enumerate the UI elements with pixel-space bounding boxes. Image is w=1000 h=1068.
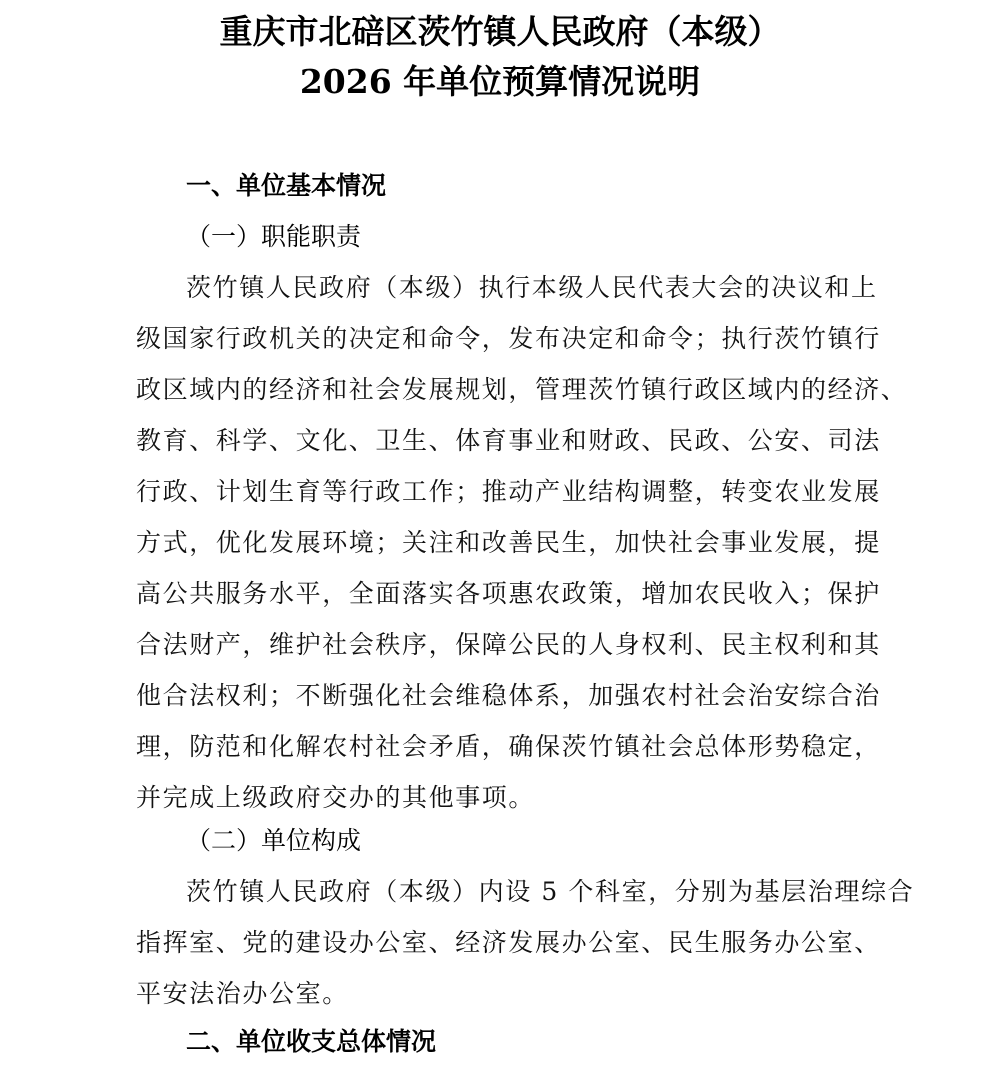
paragraph-line: 并完成上级政府交办的其他事项。 [136,783,536,812]
paragraph-line: 方式，优化发展环境；关注和改善民生，加快社会事业发展，提 [136,528,881,557]
paragraph-line: 指挥室、党的建设办公室、经济发展办公室、民生服务办公室、 [136,928,881,957]
paragraph-line: 茨竹镇人民政府（本级）执行本级人民代表大会的决议和上 [186,273,878,302]
paragraph-line: 教育、科学、文化、卫生、体育事业和财政、民政、公安、司法 [136,426,881,455]
section2-heading: 二、单位收支总体情况 [186,1027,437,1056]
paragraph-line: 政区域内的经济和社会发展规划，管理茨竹镇行政区域内的经济、 [136,375,908,404]
document-title-line1: 重庆市北碚区茨竹镇人民政府（本级） [219,12,781,51]
document-title-line2: 2026 年单位预算情况说明 [299,62,701,101]
section1-sub1-paragraph [136,262,908,823]
section1-sub2-paragraph [136,866,915,1019]
paragraph-line: 级国家行政机关的决定和命令，发布决定和命令；执行茨竹镇行 [136,324,881,353]
paragraph-line: 他合法权利；不断强化社会维稳体系，加强农村社会治安综合治 [136,681,881,710]
paragraph-line: 高公共服务水平，全面落实各项惠农政策，增加农民收入；保护 [136,579,881,608]
paragraph-line: 平安法治办公室。 [136,979,349,1008]
section1-sub2-heading: （二）单位构成 [186,826,362,855]
paragraph-line: 行政、计划生育等行政工作；推动产业结构调整，转变农业发展 [136,477,881,506]
paragraph-line: 合法财产，维护社会秩序，保障公民的人身权利、民主权利和其 [136,630,881,659]
paragraph-line: 茨竹镇人民政府（本级）内设 5 个科室，分别为基层治理综合 [186,877,915,906]
section1-sub1-heading: （一）职能职责 [186,222,362,251]
section1-heading: 一、单位基本情况 [186,171,387,200]
paragraph-line: 理，防范和化解农村社会矛盾，确保茨竹镇社会总体形势稳定， [136,732,881,761]
